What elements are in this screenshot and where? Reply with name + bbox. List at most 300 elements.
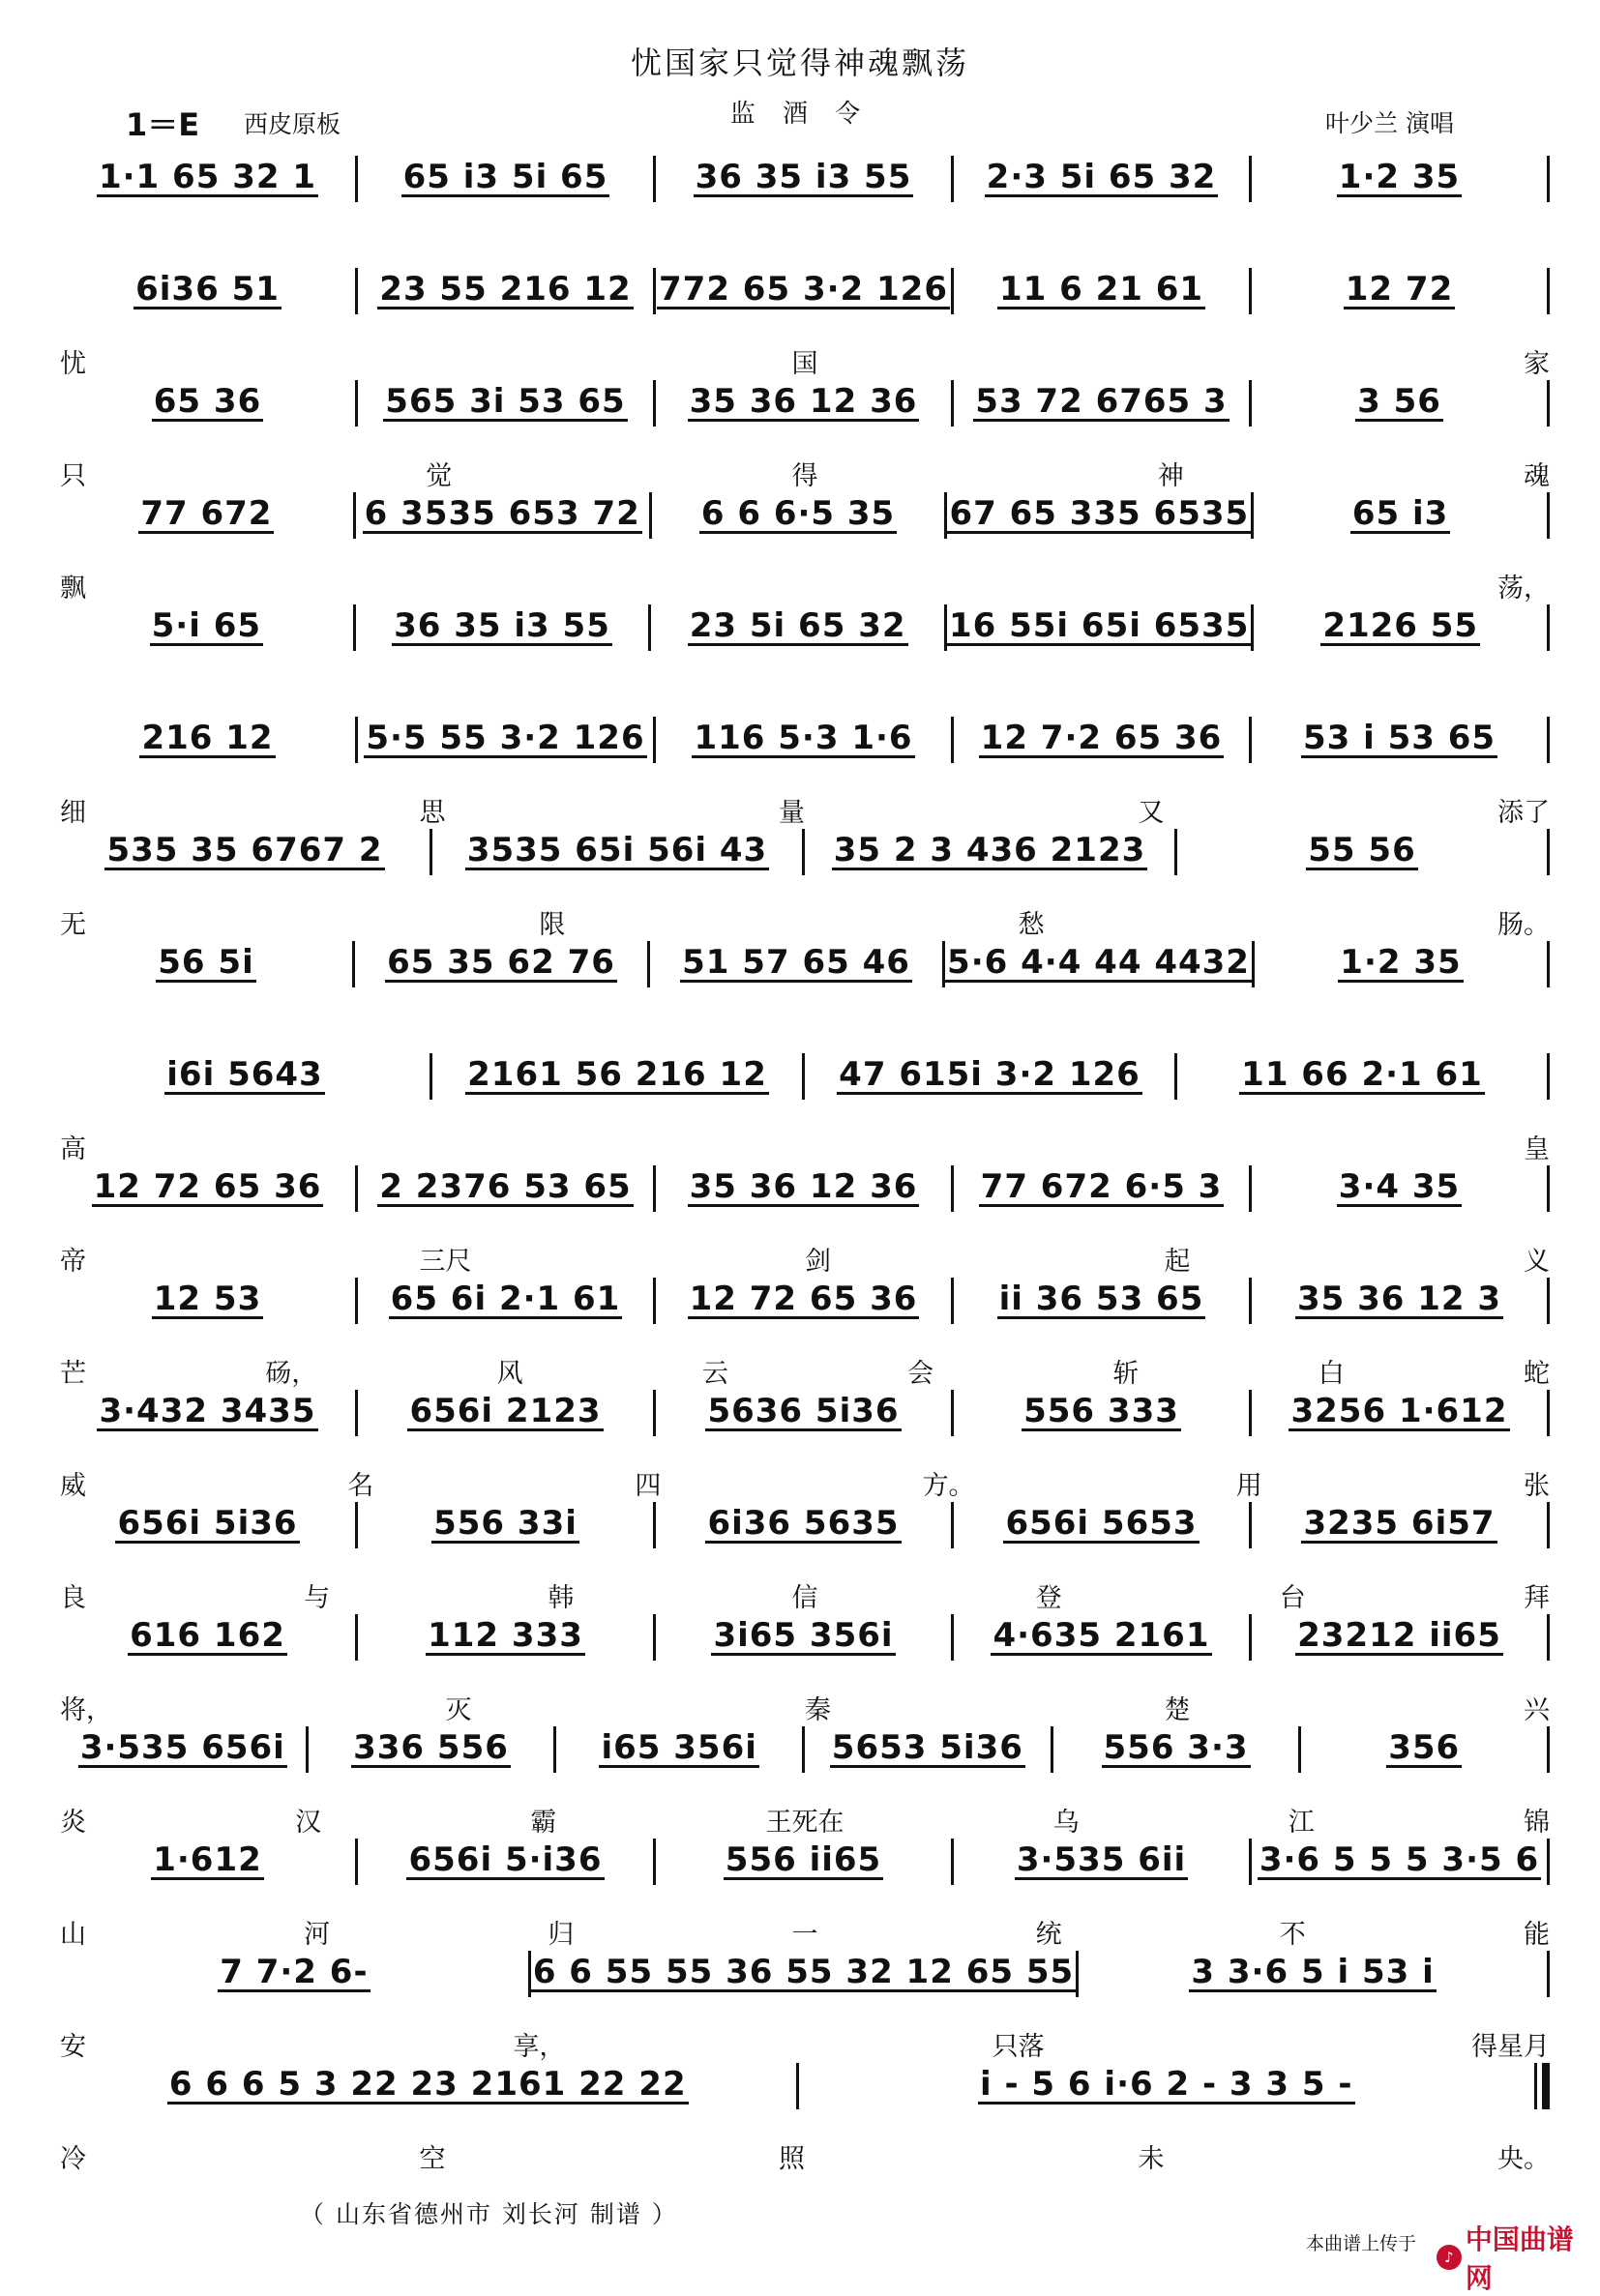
tempo-marking: 西皮原板 [244, 110, 341, 138]
measure [1079, 1950, 1547, 1998]
tune-name: 监 酒 令 [729, 100, 871, 129]
lyric-syllable: 细 [60, 797, 86, 828]
note-group: 3535 65i 56i 43 [466, 831, 768, 869]
lyric-syllable: 皇 [1524, 1133, 1550, 1164]
lyric-row [60, 120, 1550, 153]
note-group: 5653 5i36 [831, 1728, 1023, 1767]
notation-row [60, 716, 1550, 764]
note-group: 51 57 65 46 [682, 943, 910, 982]
measure [60, 828, 430, 876]
lyric-syllable: 肠。 [1496, 909, 1550, 940]
measure [60, 1950, 528, 1998]
note-group: 216 12 [141, 719, 274, 757]
score-title: 忧国家只觉得神魂飘荡 [630, 44, 969, 81]
measure [60, 1725, 306, 1774]
measure [60, 379, 355, 427]
bar-line [1547, 492, 1550, 539]
note-group: 36 35 i3 55 [394, 606, 610, 645]
measure [60, 940, 352, 988]
lyric-row [60, 232, 1550, 265]
note-group: 6 6 6 5 3 22 23 2161 22 22 [168, 2065, 687, 2104]
measure [954, 716, 1249, 764]
bar-line [1547, 1390, 1550, 1436]
notation-row [60, 940, 1550, 988]
measure [954, 1389, 1249, 1437]
measure [60, 716, 355, 764]
lyric-syllable: 斩 [1112, 1358, 1140, 1389]
note-group: 772 65 3·2 126 [659, 270, 948, 309]
measure [60, 1838, 355, 1886]
lyric-syllable: 与 [304, 1582, 331, 1613]
note-group: 53 72 6765 3 [975, 382, 1228, 421]
note-group: 3 56 [1357, 382, 1441, 421]
measure [1252, 1501, 1547, 1549]
bar-line [1547, 156, 1550, 202]
measure [954, 267, 1249, 315]
final-bar-line [1534, 2063, 1550, 2109]
lyric-syllable: 未 [1138, 2143, 1165, 2174]
note-group: 5·5 55 3·2 126 [366, 719, 645, 757]
site-name: 中国曲谱网 [1465, 2223, 1574, 2294]
lyric-row [60, 1466, 1550, 1499]
lyric-syllable: 起 [1164, 1246, 1191, 1277]
measure [1254, 491, 1547, 540]
logo-icon: ♪ [1437, 2245, 1462, 2270]
measure [1252, 1389, 1547, 1437]
lyric-syllable: 愁 [1018, 909, 1045, 940]
measure [60, 1389, 355, 1437]
lyric-syllable: 得 [791, 460, 818, 491]
lyric-syllable: 冷 [60, 2143, 86, 2174]
measure [656, 1613, 951, 1662]
measure [1252, 267, 1547, 315]
lyric-syllable: 归 [548, 1919, 575, 1950]
measure [656, 1389, 951, 1437]
bar-line [1547, 1614, 1550, 1661]
note-group: i65 356i [601, 1728, 757, 1767]
notation-row [60, 1725, 1550, 1774]
lyric-row [60, 1017, 1550, 1050]
measure [358, 379, 653, 427]
lyric-syllable: 山 [60, 1919, 86, 1950]
note-group: 3·432 3435 [99, 1392, 316, 1430]
note-group: 3·6 5 5 5 3·5 6 [1259, 1840, 1540, 1879]
lyric-syllable: 名 [347, 1470, 374, 1501]
note-group: 65 35 62 76 [387, 943, 615, 982]
lyric-syllable: 秦 [805, 1694, 831, 1725]
note-group: 6i36 51 [135, 270, 280, 309]
measure [1177, 1052, 1547, 1101]
notation-row [60, 1950, 1550, 1998]
lyric-syllable: 三尺 [419, 1246, 472, 1277]
measure [358, 1501, 653, 1549]
note-group: 3256 1·612 [1290, 1392, 1508, 1430]
measure [947, 603, 1251, 652]
measure [1252, 155, 1547, 203]
note-group: 1·2 35 [1338, 158, 1461, 196]
bar-line [1547, 1502, 1550, 1548]
lyric-syllable: 张 [1523, 1470, 1550, 1501]
lyric-syllable: 霸 [530, 1807, 557, 1838]
note-group: 7 7·2 6- [220, 1953, 369, 1991]
note-group: 112 333 [428, 1616, 583, 1655]
note-group: 556 333 [1023, 1392, 1179, 1430]
lyric-syllable: 云 [701, 1358, 728, 1389]
note-group: 6 6 6·5 35 [700, 494, 896, 533]
key-signature: 1＝E [126, 106, 200, 143]
lyric-syllable: 只 [60, 460, 86, 491]
measure [358, 716, 653, 764]
note-group: 116 5·3 1·6 [694, 719, 913, 757]
lyric-syllable: 无 [60, 909, 86, 940]
note-group: 1·612 [153, 1840, 262, 1879]
notation-row [60, 1389, 1550, 1437]
measure [358, 1277, 653, 1325]
note-group: 3·535 6ii [1016, 1840, 1187, 1879]
measure [432, 828, 802, 876]
lyric-row [60, 1242, 1550, 1275]
measure [656, 1838, 951, 1886]
note-group: 565 3i 53 65 [385, 382, 626, 421]
lyric-syllable: 一 [791, 1919, 818, 1950]
measure [656, 1277, 951, 1325]
measure [954, 1501, 1249, 1549]
note-group: 556 3·3 [1103, 1728, 1249, 1767]
note-group: 65 i3 [1351, 494, 1449, 533]
measure [60, 155, 355, 203]
lyric-syllable: 得星月 [1470, 2031, 1550, 2062]
measure [60, 1052, 430, 1101]
lyric-syllable: 神 [1157, 460, 1184, 491]
measure [656, 379, 951, 427]
notation-row [60, 1838, 1550, 1886]
measure [60, 1501, 355, 1549]
lyric-syllable: 家 [1524, 348, 1550, 379]
note-group: 5636 5i36 [707, 1392, 900, 1430]
note-group: 656i 2123 [409, 1392, 602, 1430]
measure [1252, 1277, 1547, 1325]
notation-row [60, 828, 1550, 876]
note-group: 1·2 35 [1340, 943, 1462, 982]
lyric-syllable: 荡， [1497, 573, 1550, 603]
lyric-syllable: 白 [1318, 1358, 1345, 1389]
measure [1301, 1725, 1547, 1774]
bar-line [1547, 380, 1550, 427]
notation-row [60, 1501, 1550, 1549]
note-group: 23 5i 65 32 [689, 606, 906, 645]
notation-row [60, 491, 1550, 540]
lyric-row [60, 793, 1550, 826]
notation-row [60, 379, 1550, 427]
notation-row [60, 603, 1550, 652]
lyric-syllable: 将， [60, 1694, 112, 1725]
lyric-syllable: 义 [1524, 1246, 1550, 1277]
measure [1053, 1725, 1299, 1774]
measure [1177, 828, 1547, 876]
measure [1255, 940, 1547, 988]
measure [805, 1052, 1174, 1101]
lyric-syllable: 风 [496, 1358, 523, 1389]
bar-line [1547, 1165, 1550, 1212]
note-group: i6i 5643 [166, 1055, 323, 1094]
note-group: 356 [1388, 1728, 1461, 1767]
measure [358, 1838, 653, 1886]
lyric-row [60, 456, 1550, 489]
measure [531, 1950, 1076, 1998]
measure [947, 491, 1251, 540]
lyric-row [60, 344, 1550, 377]
notation-row [60, 1613, 1550, 1662]
lyric-syllable: 忧 [60, 348, 86, 379]
measure [358, 1164, 653, 1213]
note-group: 35 36 12 36 [689, 382, 918, 421]
note-group: 336 556 [353, 1728, 509, 1767]
note-group: 3i65 356i [713, 1616, 894, 1655]
note-group: 12 72 65 36 [689, 1280, 918, 1318]
note-group: 65 36 [153, 382, 262, 421]
note-group: 6i36 5635 [707, 1504, 900, 1543]
measure [358, 1389, 653, 1437]
lyric-syllable: 江 [1288, 1807, 1315, 1838]
lyric-syllable: 统 [1035, 1919, 1062, 1950]
lyric-syllable: 汉 [295, 1807, 322, 1838]
lyric-syllable: 能 [1523, 1919, 1550, 1950]
measure [60, 1613, 355, 1662]
lyric-syllable: 限 [539, 909, 566, 940]
measure [652, 491, 945, 540]
lyric-syllable: 河 [304, 1919, 331, 1950]
note-group: 53 i 53 65 [1302, 719, 1496, 757]
lyric-syllable: 韩 [548, 1582, 575, 1613]
lyric-syllable: 登 [1035, 1582, 1062, 1613]
notation-row [60, 2062, 1550, 2110]
note-group: 77 672 6·5 3 [980, 1167, 1223, 1206]
lyric-row [60, 1915, 1550, 1948]
note-group: 35 2 3 436 2123 [833, 831, 1146, 869]
note-group: i - 5 6 i·6 2 - 3 3 5 - [979, 2065, 1353, 2104]
lyric-row [60, 681, 1550, 714]
note-group: 12 7·2 65 36 [980, 719, 1223, 757]
measure [556, 1725, 802, 1774]
note-group: 3235 6i57 [1303, 1504, 1496, 1543]
lyric-syllable: 芒 [60, 1358, 86, 1389]
note-group: 3·535 656i [79, 1728, 285, 1767]
note-group: 5·6 4·4 44 4432 [947, 943, 1250, 982]
note-group: 47 615i 3·2 126 [839, 1055, 1141, 1094]
measure [805, 1725, 1051, 1774]
measure [60, 2062, 796, 2110]
measure [656, 1164, 951, 1213]
note-group: 2161 56 216 12 [467, 1055, 767, 1094]
lyric-syllable: 觉 [426, 460, 453, 491]
lyric-syllable: 会 [907, 1358, 934, 1389]
measure [651, 603, 944, 652]
measure [650, 940, 942, 988]
lyric-syllable: 乌 [1052, 1807, 1080, 1838]
measure [656, 267, 951, 315]
lyric-syllable: 帝 [60, 1246, 86, 1277]
lyric-syllable: 魂 [1524, 460, 1550, 491]
note-group: 77 672 [140, 494, 273, 533]
bar-line [1547, 1726, 1550, 1773]
note-group: 656i 5·i36 [408, 1840, 603, 1879]
lyric-syllable: 照 [779, 2143, 805, 2174]
lyric-syllable: 享， [513, 2031, 566, 2062]
note-group: 11 6 21 61 [998, 270, 1204, 309]
lyric-syllable: 不 [1279, 1919, 1306, 1950]
lyric-syllable: 用 [1235, 1470, 1262, 1501]
note-group: 656i 5i36 [117, 1504, 298, 1543]
note-group: 6 3535 653 72 [364, 494, 640, 533]
lyric-syllable: 台 [1279, 1582, 1306, 1613]
note-group: 6 6 55 55 36 55 32 12 65 55 [532, 1953, 1075, 1991]
lyric-syllable: 炎 [60, 1807, 86, 1838]
measure [60, 267, 355, 315]
lyric-row [60, 2027, 1550, 2060]
note-group: 55 56 [1308, 831, 1416, 869]
bar-line [1547, 717, 1550, 763]
measure [356, 603, 649, 652]
note-group: 2 2376 53 65 [379, 1167, 632, 1206]
notation-row [60, 267, 1550, 315]
lyric-syllable: 高 [60, 1133, 86, 1164]
lyric-syllable: 安 [60, 2031, 86, 2062]
measure [954, 155, 1249, 203]
measure [1252, 379, 1547, 427]
measure [309, 1725, 554, 1774]
performer-credit: 叶少兰 演唱 [1325, 109, 1454, 137]
notation-row [60, 1164, 1550, 1213]
measure [355, 940, 647, 988]
measure [60, 1164, 355, 1213]
lyric-row [60, 1354, 1550, 1387]
lyric-row [60, 1130, 1550, 1163]
thick-bar [1542, 2063, 1550, 2109]
measure [954, 379, 1249, 427]
note-group: 11 66 2·1 61 [1241, 1055, 1483, 1094]
notation-row [60, 1052, 1550, 1101]
notation-row [60, 155, 1550, 203]
lyric-syllable: 灭 [445, 1694, 472, 1725]
lyric-syllable: 锦 [1523, 1807, 1550, 1838]
lyric-syllable: 添了 [1497, 797, 1550, 828]
lyric-row [60, 1691, 1550, 1723]
note-group: 56 5i [158, 943, 254, 982]
measure [799, 2062, 1535, 2110]
lyric-row [60, 2139, 1550, 2172]
upload-note: 本曲谱上传于 [1306, 2233, 1417, 2254]
note-group: 2·3 5i 65 32 [986, 158, 1217, 196]
measure [954, 1277, 1249, 1325]
bar-line [1547, 1053, 1550, 1100]
lyric-syllable: 威 [60, 1470, 86, 1501]
lyric-syllable: 又 [1138, 797, 1165, 828]
measure [60, 491, 353, 540]
measure [1252, 1613, 1547, 1662]
measure [1254, 603, 1547, 652]
lyric-syllable: 良 [60, 1582, 86, 1613]
note-group: 12 72 65 36 [93, 1167, 322, 1206]
thin-bar [1534, 2063, 1537, 2109]
lyric-syllable: 王死在 [765, 1807, 844, 1838]
note-group: 12 72 [1345, 270, 1454, 309]
note-group: 35 36 12 3 [1296, 1280, 1502, 1318]
lyric-row [60, 569, 1550, 602]
note-group: 656i 5653 [1005, 1504, 1198, 1543]
lyric-row [60, 905, 1550, 938]
lyric-syllable: 思 [419, 797, 446, 828]
note-group: 1·1 65 32 1 [98, 158, 317, 196]
note-group: 67 65 335 6535 [949, 494, 1250, 533]
measure [656, 1501, 951, 1549]
lyric-syllable: 只落 [992, 2031, 1045, 2062]
measure [358, 155, 653, 203]
note-group: 5·i 65 [151, 606, 262, 645]
bar-line [1547, 829, 1550, 875]
lyric-row [60, 1578, 1550, 1611]
note-group: 535 35 6767 2 [106, 831, 383, 869]
lyric-syllable: 信 [791, 1582, 818, 1613]
lyric-row [60, 1803, 1550, 1836]
measure [1252, 1164, 1547, 1213]
bar-line [1547, 604, 1550, 651]
bar-line [1547, 1278, 1550, 1324]
measure [656, 155, 951, 203]
note-group: ii 36 53 65 [998, 1280, 1204, 1318]
note-group: 35 36 12 36 [689, 1167, 918, 1206]
note-group: 2126 55 [1322, 606, 1479, 645]
bar-line [1547, 268, 1550, 314]
note-group: 65 6i 2·1 61 [390, 1280, 621, 1318]
lyric-syllable: 四 [635, 1470, 662, 1501]
lyric-syllable: 楚 [1164, 1694, 1191, 1725]
site-logo [1437, 2219, 1600, 2296]
measure [954, 1838, 1249, 1886]
measure [954, 1164, 1249, 1213]
note-group: 36 35 i3 55 [695, 158, 912, 196]
lyric-syllable: 量 [779, 797, 805, 828]
lyric-syllable: 方。 [922, 1470, 975, 1501]
bar-line [1547, 1951, 1550, 1997]
notation-row [60, 1277, 1550, 1325]
measure [432, 1052, 802, 1101]
bar-line [1547, 941, 1550, 987]
lyric-syllable: 空 [419, 2143, 446, 2174]
lyric-syllable: 砀， [265, 1358, 318, 1389]
note-group: 65 i3 5i 65 [402, 158, 608, 196]
note-group: 556 33i [433, 1504, 578, 1543]
lyric-syllable: 央。 [1497, 2143, 1550, 2174]
measure [945, 940, 1252, 988]
note-group: 556 ii65 [725, 1840, 882, 1879]
measure [60, 603, 353, 652]
measure [1252, 716, 1547, 764]
measure [805, 828, 1174, 876]
note-group: 616 162 [130, 1616, 285, 1655]
measure [954, 1613, 1249, 1662]
note-group: 3 3·6 5 i 53 i [1191, 1953, 1435, 1991]
transcriber-credit: （ 山东省德州市 刘长河 制谱 ） [300, 2200, 678, 2228]
measure [358, 267, 653, 315]
note-group: 23 55 216 12 [379, 270, 632, 309]
lyric-syllable: 蛇 [1523, 1358, 1550, 1389]
lyric-syllable: 国 [791, 348, 818, 379]
note-group: 12 53 [153, 1280, 262, 1318]
note-group: 4·635 2161 [993, 1616, 1210, 1655]
measure [1252, 1838, 1547, 1886]
lyric-syllable: 拜 [1523, 1582, 1550, 1613]
measure [60, 1277, 355, 1325]
